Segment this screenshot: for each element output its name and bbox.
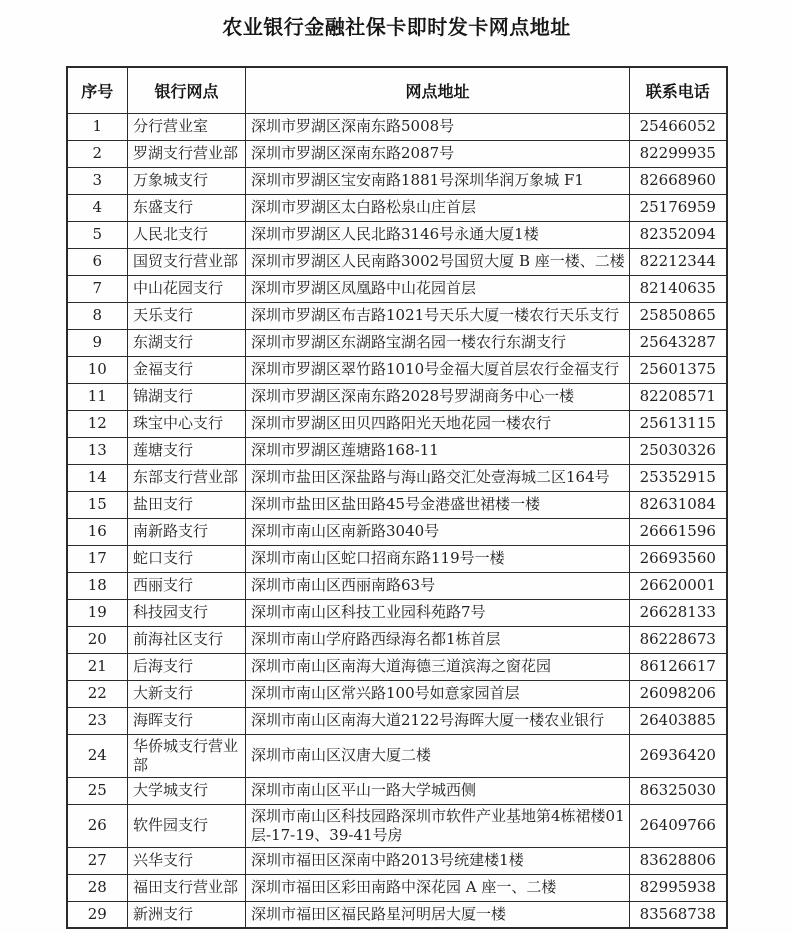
row-number-cell: 27 [67, 847, 128, 874]
table-row [67, 113, 727, 140]
phone-cell: 82631084 [630, 491, 727, 518]
branch-name-cell: 蛇口支行 [128, 545, 246, 572]
address-cell: 深圳市罗湖区翠竹路1010号金福大厦首层农行金福支行 [246, 356, 630, 383]
branch-name-cell: 锦湖支行 [128, 383, 246, 410]
address-cell: 深圳市南山区西丽南路63号 [246, 572, 630, 599]
address-cell: 深圳市罗湖区人民南路3002号国贸大厦 B 座一楼、二楼 [246, 248, 630, 275]
branch-name-cell: 万象城支行 [128, 167, 246, 194]
branch-name-cell: 新洲支行 [128, 901, 246, 928]
phone-cell: 82140635 [630, 275, 727, 302]
branch-address-table [66, 66, 728, 929]
branch-name-cell: 福田支行营业部 [128, 874, 246, 901]
table-row [67, 545, 727, 572]
header-cell-branch: 银行网点 [128, 67, 246, 113]
address-cell: 深圳市福田区彩田南路中深花园 A 座一、二楼 [246, 874, 630, 901]
branch-name-cell: 东部支行营业部 [128, 464, 246, 491]
address-cell: 深圳市盐田区深盐路与海山路交汇处壹海城二区164号 [246, 464, 630, 491]
table-row [67, 410, 727, 437]
row-number-cell: 26 [67, 804, 128, 847]
header-cell-address: 网点地址 [246, 67, 630, 113]
branch-name-cell: 国贸支行营业部 [128, 248, 246, 275]
phone-cell: 82668960 [630, 167, 727, 194]
header-cell-number: 序号 [67, 67, 128, 113]
table-row [67, 734, 727, 777]
table-row [67, 437, 727, 464]
branch-name-cell: 分行营业室 [128, 113, 246, 140]
table-body [67, 113, 727, 928]
phone-cell: 25601375 [630, 356, 727, 383]
table-row [67, 518, 727, 545]
branch-name-cell: 天乐支行 [128, 302, 246, 329]
branch-name-cell: 科技园支行 [128, 599, 246, 626]
phone-cell: 26628133 [630, 599, 727, 626]
phone-cell: 86228673 [630, 626, 727, 653]
address-cell: 深圳市南山区南海大道2122号海晖大厦一楼农业银行 [246, 707, 630, 734]
row-number-cell: 17 [67, 545, 128, 572]
phone-cell: 86325030 [630, 777, 727, 804]
phone-cell: 82299935 [630, 140, 727, 167]
row-number-cell: 24 [67, 734, 128, 777]
branch-name-cell: 兴华支行 [128, 847, 246, 874]
table-row [67, 707, 727, 734]
row-number-cell: 22 [67, 680, 128, 707]
branch-name-cell: 东湖支行 [128, 329, 246, 356]
branch-name-cell: 盐田支行 [128, 491, 246, 518]
row-number-cell: 19 [67, 599, 128, 626]
address-cell: 深圳市福田区福民路星河明居大厦一楼 [246, 901, 630, 928]
branch-name-cell: 莲塘支行 [128, 437, 246, 464]
phone-cell: 25176959 [630, 194, 727, 221]
address-cell: 深圳市罗湖区深南东路2028号罗湖商务中心一楼 [246, 383, 630, 410]
phone-cell: 83568738 [630, 901, 727, 928]
phone-cell: 26693560 [630, 545, 727, 572]
address-cell: 深圳市南山区常兴路100号如意家园首层 [246, 680, 630, 707]
row-number-cell: 5 [67, 221, 128, 248]
phone-cell: 25030326 [630, 437, 727, 464]
page-title: 农业银行金融社保卡即时发卡网点地址 [222, 15, 571, 39]
address-cell: 深圳市南山区科技工业园科苑路7号 [246, 599, 630, 626]
table-row [67, 383, 727, 410]
phone-cell: 82212344 [630, 248, 727, 275]
table-row [67, 901, 727, 928]
row-number-cell: 23 [67, 707, 128, 734]
branch-name-cell: 东盛支行 [128, 194, 246, 221]
branch-name-cell: 海晖支行 [128, 707, 246, 734]
row-number-cell: 29 [67, 901, 128, 928]
address-cell: 深圳市南山区南新路3040号 [246, 518, 630, 545]
table-row [67, 221, 727, 248]
branch-name-cell: 华侨城支行营业部 [128, 734, 246, 777]
table-row [67, 167, 727, 194]
phone-cell: 25643287 [630, 329, 727, 356]
branch-name-cell: 珠宝中心支行 [128, 410, 246, 437]
address-cell: 深圳市南山区平山一路大学城西侧 [246, 777, 630, 804]
table-row [67, 847, 727, 874]
phone-cell: 26403885 [630, 707, 727, 734]
row-number-cell: 2 [67, 140, 128, 167]
table-row [67, 680, 727, 707]
table-row [67, 491, 727, 518]
row-number-cell: 9 [67, 329, 128, 356]
phone-cell: 26620001 [630, 572, 727, 599]
table-row [67, 275, 727, 302]
row-number-cell: 10 [67, 356, 128, 383]
address-cell: 深圳市福田区深南中路2013号统建楼1楼 [246, 847, 630, 874]
branch-name-cell: 金福支行 [128, 356, 246, 383]
address-cell: 深圳市罗湖区太白路松泉山庄首层 [246, 194, 630, 221]
table-row [67, 804, 727, 847]
row-number-cell: 12 [67, 410, 128, 437]
branch-name-cell: 软件园支行 [128, 804, 246, 847]
address-cell: 深圳市罗湖区宝安南路1881号深圳华润万象城 F1 [246, 167, 630, 194]
address-cell: 深圳市罗湖区凤凰路中山花园首层 [246, 275, 630, 302]
row-number-cell: 20 [67, 626, 128, 653]
table-row [67, 329, 727, 356]
address-cell: 深圳市南山区汉唐大厦二楼 [246, 734, 630, 777]
branch-name-cell: 大新支行 [128, 680, 246, 707]
header-cell-phone: 联系电话 [630, 67, 727, 113]
table-row [67, 572, 727, 599]
row-number-cell: 4 [67, 194, 128, 221]
row-number-cell: 28 [67, 874, 128, 901]
row-number-cell: 14 [67, 464, 128, 491]
row-number-cell: 13 [67, 437, 128, 464]
address-cell: 深圳市罗湖区布吉路1021号天乐大厦一楼农行天乐支行 [246, 302, 630, 329]
table-row [67, 653, 727, 680]
phone-cell: 82995938 [630, 874, 727, 901]
row-number-cell: 18 [67, 572, 128, 599]
branch-name-cell: 大学城支行 [128, 777, 246, 804]
phone-cell: 25466052 [630, 113, 727, 140]
branch-name-cell: 人民北支行 [128, 221, 246, 248]
phone-cell: 25352915 [630, 464, 727, 491]
phone-cell: 26661596 [630, 518, 727, 545]
row-number-cell: 6 [67, 248, 128, 275]
address-cell: 深圳市罗湖区田贝四路阳光天地花园一楼农行 [246, 410, 630, 437]
table-row [67, 874, 727, 901]
address-cell: 深圳市南山区蛇口招商东路119号一楼 [246, 545, 630, 572]
table-row [67, 248, 727, 275]
branch-name-cell: 中山花园支行 [128, 275, 246, 302]
branch-name-cell: 南新路支行 [128, 518, 246, 545]
address-cell: 深圳市盐田区盐田路45号金港盛世裙楼一楼 [246, 491, 630, 518]
address-cell: 深圳市罗湖区深南东路2087号 [246, 140, 630, 167]
header-row [67, 67, 727, 113]
branch-name-cell: 后海支行 [128, 653, 246, 680]
table-row [67, 302, 727, 329]
phone-cell: 26098206 [630, 680, 727, 707]
row-number-cell: 11 [67, 383, 128, 410]
address-cell: 深圳市罗湖区人民北路3146号永通大厦1楼 [246, 221, 630, 248]
phone-cell: 25850865 [630, 302, 727, 329]
table-header [67, 67, 727, 113]
address-cell: 深圳市罗湖区深南东路5008号 [246, 113, 630, 140]
table-row [67, 626, 727, 653]
row-number-cell: 25 [67, 777, 128, 804]
row-number-cell: 1 [67, 113, 128, 140]
table-row [67, 599, 727, 626]
row-number-cell: 15 [67, 491, 128, 518]
phone-cell: 82208571 [630, 383, 727, 410]
branch-name-cell: 西丽支行 [128, 572, 246, 599]
table-row [67, 140, 727, 167]
row-number-cell: 16 [67, 518, 128, 545]
row-number-cell: 8 [67, 302, 128, 329]
phone-cell: 83628806 [630, 847, 727, 874]
address-cell: 深圳市南山区南海大道海德三道滨海之窗花园 [246, 653, 630, 680]
phone-cell: 25613115 [630, 410, 727, 437]
address-cell: 深圳市南山学府路西绿海名都1栋首层 [246, 626, 630, 653]
branch-name-cell: 罗湖支行营业部 [128, 140, 246, 167]
branch-name-cell: 前海社区支行 [128, 626, 246, 653]
address-cell: 深圳市罗湖区东湖路宝湖名园一楼农行东湖支行 [246, 329, 630, 356]
table-row [67, 194, 727, 221]
table-row [67, 464, 727, 491]
phone-cell: 82352094 [630, 221, 727, 248]
phone-cell: 86126617 [630, 653, 727, 680]
address-cell: 深圳市南山区科技园路深圳市软件产业基地第4栋裙楼01层-17-19、39-41号房 [246, 804, 630, 847]
phone-cell: 26936420 [630, 734, 727, 777]
table-row [67, 356, 727, 383]
row-number-cell: 3 [67, 167, 128, 194]
phone-cell: 26409766 [630, 804, 727, 847]
address-cell: 深圳市罗湖区莲塘路168-11 [246, 437, 630, 464]
table-row [67, 777, 727, 804]
row-number-cell: 21 [67, 653, 128, 680]
row-number-cell: 7 [67, 275, 128, 302]
